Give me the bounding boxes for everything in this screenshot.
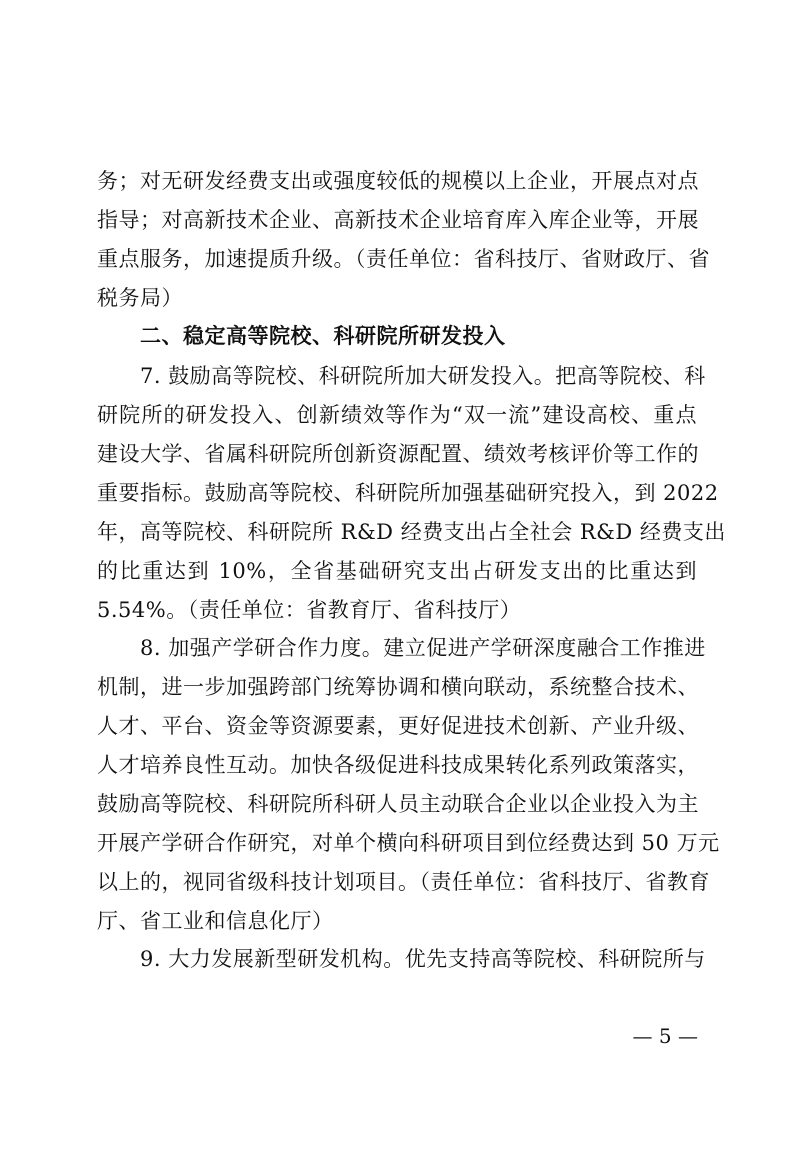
text-line: 的比重达到 10%，全省基础研究支出占研发支出的比重达到	[97, 559, 697, 583]
text-line: 人才、平台、资金等资源要素，更好促进技术创新、产业升级、	[97, 714, 699, 738]
text-line: 建设大学、省属科研院所创新资源配置、绩效考核评价等工作的	[97, 442, 699, 466]
text-line: 重要指标。鼓励高等院校、科研院所加强基础研究投入，到 2022	[97, 481, 719, 505]
text-line: 务；对无研发经费支出或强度较低的规模以上企业，开展点对点	[97, 169, 699, 193]
text-line: 鼓励高等院校、科研院所科研人员主动联合企业以企业投入为主	[97, 792, 699, 816]
text-line: 研院所的研发投入、创新绩效等作为“双一流”建设高校、重点	[97, 403, 697, 427]
paragraph-8-start: 8. 加强产学研合作力度。建立促进产学研深度融合工作推进	[140, 636, 706, 660]
text-line: 厅、省工业和信息化厅）	[97, 909, 334, 933]
text-line: 5.54%。（责任单位：省教育厅、省科技厅）	[97, 598, 522, 622]
text-line: 税务局）	[97, 286, 183, 310]
text-line: 开展产学研合作研究，对单个横向科研项目到位经费达到 50 万元	[97, 831, 720, 855]
text-line: 指导；对高新技术企业、高新技术企业培育库入库企业等，开展	[97, 208, 699, 232]
text-line: 人才培养良性互动。加快各级促进科技成果转化系列政策落实，	[97, 753, 699, 777]
text-line: 重点服务，加速提质升级。（责任单位：省科技厅、省财政厅、省	[97, 247, 710, 271]
paragraph-7-start: 7. 鼓励高等院校、科研院所加大研发投入。把高等院校、科	[140, 364, 706, 388]
page-number: — 5 —	[632, 1024, 698, 1048]
paragraph-9-start: 9. 大力发展新型研发机构。优先支持高等院校、科研院所与	[140, 947, 706, 971]
text-line: 机制，进一步加强跨部门统筹协调和横向联动，系统整合技术、	[97, 675, 699, 699]
text-line: 以上的，视同省级科技计划项目。（责任单位：省科技厅、省教育	[97, 870, 710, 894]
text-line: 年，高等院校、科研院所 R&D 经费支出占全社会 R&D 经费支出	[97, 520, 726, 544]
section-heading: 二、稳定高等院校、科研院所研发投入	[140, 324, 506, 348]
